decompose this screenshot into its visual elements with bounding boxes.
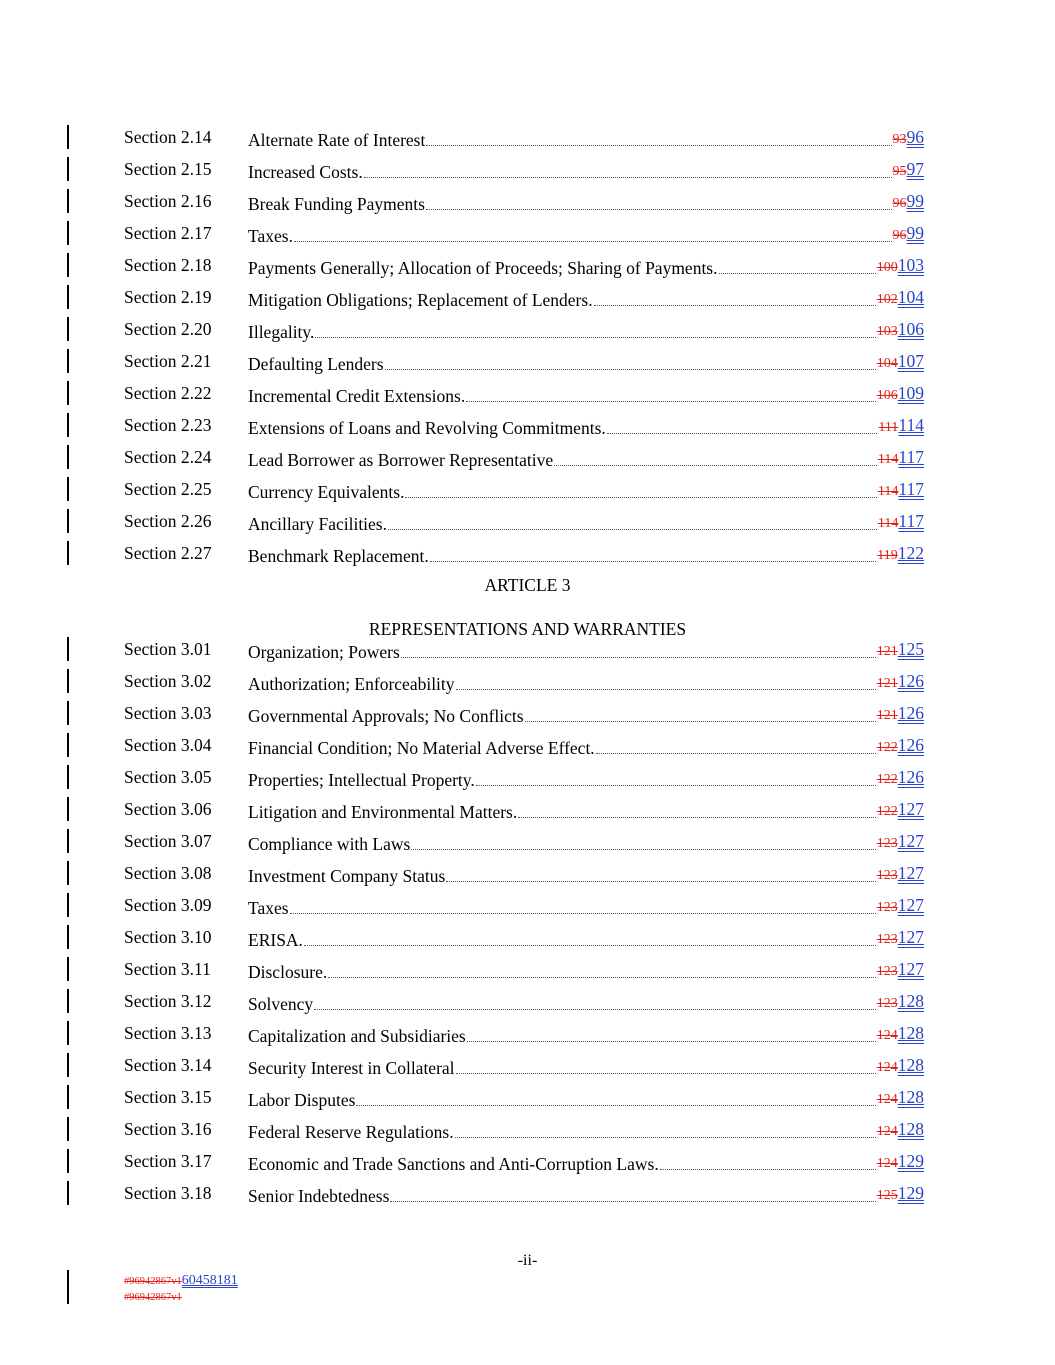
- page-reference: [877, 286, 924, 311]
- deleted-page-number: 119: [877, 548, 898, 563]
- page-reference: [877, 798, 924, 823]
- section-title: Increased Costs.: [248, 162, 363, 182]
- toc-entry: [0, 828, 1055, 860]
- toc-entry-line: [248, 510, 924, 535]
- section-number: Section 3.01: [124, 639, 212, 659]
- dot-leader: [446, 881, 875, 882]
- dot-leader: [315, 337, 875, 338]
- inserted-page-number: 126: [897, 767, 924, 787]
- toc-entry-line: [248, 894, 924, 919]
- section-title: Break Funding Payments: [248, 194, 425, 214]
- toc-entry-line: [248, 446, 924, 471]
- inserted-page-number: 117: [898, 511, 924, 531]
- section-title: Compliance with Laws: [248, 834, 411, 854]
- section-number: Section 2.15: [124, 159, 212, 179]
- toc-entry: [0, 796, 1055, 828]
- page-reference: [877, 670, 924, 695]
- toc-entry: [0, 380, 1055, 412]
- section-title: Ancillary Facilities.: [248, 514, 387, 534]
- section-title: Solvency: [248, 994, 314, 1014]
- section-number: Section 3.08: [124, 863, 212, 883]
- toc-entry: [0, 1116, 1055, 1148]
- toc-entry: [0, 1148, 1055, 1180]
- inserted-page-number: 127: [897, 927, 924, 947]
- toc-entry: [0, 348, 1055, 380]
- page-reference: [877, 382, 924, 407]
- doc-id-line-2: [124, 1289, 182, 1305]
- section-title: Currency Equivalents.: [248, 482, 405, 502]
- page-reference: [877, 926, 924, 951]
- toc-entry: [0, 444, 1055, 476]
- section-number: Section 2.17: [124, 223, 212, 243]
- change-bar: [67, 1149, 69, 1173]
- toc-entry: [0, 540, 1055, 572]
- dot-leader: [356, 1105, 875, 1106]
- inserted-page-number: 125: [897, 639, 924, 659]
- deleted-page-number: 121: [876, 676, 898, 691]
- section-title: Economic and Trade Sanctions and Anti-Corruption Laws.: [248, 1154, 659, 1174]
- section-title: Litigation and Environmental Matters.: [248, 802, 518, 822]
- page-reference: [893, 126, 925, 151]
- toc-entry: [0, 1084, 1055, 1116]
- toc-entry-line: [248, 1086, 924, 1111]
- deleted-page-number: 111: [878, 420, 899, 435]
- change-bar: [67, 861, 69, 885]
- deleted-page-number: 124: [876, 1028, 898, 1043]
- section-number: Section 3.06: [124, 799, 212, 819]
- inserted-page-number: 126: [897, 735, 924, 755]
- section-title: Benchmark Replacement.: [248, 546, 429, 566]
- dot-leader: [401, 657, 876, 658]
- change-bar: [67, 445, 69, 469]
- toc-entry: [0, 700, 1055, 732]
- toc-entry: [0, 188, 1055, 220]
- change-bar: [67, 1085, 69, 1109]
- inserted-page-number: 104: [897, 287, 924, 307]
- section-number: Section 3.12: [124, 991, 212, 1011]
- dot-leader: [719, 273, 876, 274]
- inserted-page-number: 128: [897, 1023, 924, 1043]
- dot-leader: [314, 1009, 876, 1010]
- dot-leader: [456, 1073, 876, 1074]
- section-title: Taxes.: [248, 226, 293, 246]
- page-reference: [877, 894, 924, 919]
- page-reference: [877, 734, 924, 759]
- toc-entry: [0, 476, 1055, 508]
- toc-entry-line: [248, 862, 924, 887]
- section-title: Capitalization and Subsidiaries: [248, 1026, 466, 1046]
- inserted-page-number: 128: [897, 1055, 924, 1075]
- toc-entry: [0, 892, 1055, 924]
- inserted-page-number: 127: [897, 895, 924, 915]
- inserted-page-number: 96: [906, 127, 924, 147]
- deleted-page-number: 103: [876, 324, 898, 339]
- section-number: Section 3.09: [124, 895, 212, 915]
- change-bar: [67, 1053, 69, 1077]
- toc-entry-line: [248, 222, 924, 247]
- deleted-page-number: 102: [876, 292, 898, 307]
- section-title: Financial Condition; No Material Adverse Effect.: [248, 738, 595, 758]
- toc-entry-line: [248, 1022, 924, 1047]
- deleted-page-number: 123: [876, 996, 898, 1011]
- section-number: Section 3.15: [124, 1087, 212, 1107]
- toc-entry: [0, 636, 1055, 668]
- deleted-page-number: 114: [877, 484, 899, 499]
- deleted-page-number: 121: [876, 644, 898, 659]
- change-bar: [67, 285, 69, 309]
- section-title: Extensions of Loans and Revolving Commitments.: [248, 418, 606, 438]
- toc-entry-line: [248, 798, 924, 823]
- section-title: Security Interest in Collateral: [248, 1058, 455, 1078]
- dot-leader: [467, 1041, 876, 1042]
- dot-leader: [430, 561, 877, 562]
- page-reference: [878, 510, 924, 535]
- section-title: Properties; Intellectual Property.: [248, 770, 475, 790]
- toc-entry: [0, 124, 1055, 156]
- toc-entry: [0, 956, 1055, 988]
- page-reference: [877, 542, 924, 567]
- section-number: Section 3.07: [124, 831, 212, 851]
- inserted-page-number: 127: [897, 863, 924, 883]
- toc-entry: [0, 860, 1055, 892]
- dot-leader: [455, 1137, 876, 1138]
- section-title: Authorization; Enforceability: [248, 674, 455, 694]
- section-title: Governmental Approvals; No Conflicts: [248, 706, 524, 726]
- toc-entry-line: [248, 702, 924, 727]
- doc-id-deleted-2: #96942867v1: [124, 1292, 182, 1303]
- section-number: Section 2.25: [124, 479, 212, 499]
- section-title: Federal Reserve Regulations.: [248, 1122, 454, 1142]
- inserted-page-number: 99: [906, 223, 924, 243]
- section-title: Disclosure.: [248, 962, 328, 982]
- deleted-page-number: 96: [892, 228, 907, 243]
- deleted-page-number: 124: [876, 1124, 898, 1139]
- change-bar: [67, 733, 69, 757]
- section-number: Section 3.10: [124, 927, 212, 947]
- section-number: Section 3.11: [124, 959, 211, 979]
- change-bar: [67, 413, 69, 437]
- change-bar: [67, 189, 69, 213]
- dot-leader: [290, 913, 876, 914]
- section-number: Section 2.22: [124, 383, 212, 403]
- deleted-page-number: 122: [876, 740, 898, 755]
- toc-entry-line: [248, 1150, 924, 1175]
- inserted-page-number: 128: [897, 1119, 924, 1139]
- inserted-page-number: 127: [897, 959, 924, 979]
- section-number: Section 2.16: [124, 191, 212, 211]
- section-title: Taxes: [248, 898, 289, 918]
- change-bar: [67, 989, 69, 1013]
- toc-entry: [0, 732, 1055, 764]
- dot-leader: [390, 1201, 875, 1202]
- change-bar: [67, 957, 69, 981]
- section-number: Section 2.21: [124, 351, 212, 371]
- section-title: Mitigation Obligations; Replacement of Lenders.: [248, 290, 593, 310]
- toc-entry-line: [248, 478, 924, 503]
- section-title: ERISA.: [248, 930, 303, 950]
- deleted-page-number: 123: [876, 964, 898, 979]
- deleted-page-number: 123: [876, 932, 898, 947]
- toc-entry: [0, 668, 1055, 700]
- page-reference: [877, 862, 924, 887]
- section-number: Section 2.19: [124, 287, 212, 307]
- inserted-page-number: 128: [897, 1087, 924, 1107]
- article-label: ARTICLE 3: [484, 575, 571, 595]
- deleted-page-number: 95: [892, 164, 907, 179]
- page-reference: [877, 318, 924, 343]
- change-bar: [67, 1270, 69, 1304]
- inserted-page-number: 128: [897, 991, 924, 1011]
- change-bar: [67, 669, 69, 693]
- toc-entry-line: [248, 414, 924, 439]
- toc-entry-line: [248, 158, 924, 183]
- dot-leader: [426, 209, 892, 210]
- section-number: Section 3.16: [124, 1119, 212, 1139]
- toc-entry-line: [248, 990, 924, 1015]
- section-title: Labor Disputes: [248, 1090, 356, 1110]
- dot-leader: [525, 721, 876, 722]
- toc-entry-line: [248, 318, 924, 343]
- change-bar: [67, 829, 69, 853]
- deleted-page-number: 123: [876, 836, 898, 851]
- section-title: Investment Company Status: [248, 866, 446, 886]
- section-title: Payments Generally; Allocation of Proceeds; Sharing of Payments.: [248, 258, 718, 278]
- page-reference: [893, 158, 925, 183]
- section-number: Section 3.18: [124, 1183, 212, 1203]
- section-title: Senior Indebtedness: [248, 1186, 390, 1206]
- page-reference: [877, 254, 924, 279]
- toc-entry-line: [248, 254, 924, 279]
- toc-entry-line: [248, 766, 924, 791]
- inserted-page-number: 107: [897, 351, 924, 371]
- dot-leader: [518, 817, 876, 818]
- toc-entry: [0, 1020, 1055, 1052]
- inserted-page-number: 129: [897, 1151, 924, 1171]
- page-reference: [877, 350, 924, 375]
- toc-entry-line: [248, 926, 924, 951]
- deleted-page-number: 96: [892, 196, 907, 211]
- deleted-page-number: 123: [876, 868, 898, 883]
- section-title: Lead Borrower as Borrower Representative: [248, 450, 554, 470]
- section-number: Section 3.02: [124, 671, 212, 691]
- page-reference: [877, 1150, 924, 1175]
- change-bar: [67, 157, 69, 181]
- page-reference: [877, 958, 924, 983]
- change-bar: [67, 253, 69, 277]
- inserted-page-number: 103: [897, 255, 924, 275]
- page-reference: [877, 1022, 924, 1047]
- inserted-page-number: 127: [897, 799, 924, 819]
- toc-entry: [0, 220, 1055, 252]
- section-number: Section 3.04: [124, 735, 212, 755]
- deleted-page-number: 123: [876, 900, 898, 915]
- deleted-page-number: 93: [892, 132, 907, 147]
- page-reference: [877, 1118, 924, 1143]
- toc-entry: [0, 412, 1055, 444]
- page-reference: [878, 446, 924, 471]
- deleted-page-number: 100: [876, 260, 898, 275]
- dot-leader: [476, 785, 876, 786]
- inserted-page-number: 126: [897, 671, 924, 691]
- toc-entry-line: [248, 126, 924, 151]
- dot-leader: [607, 433, 878, 434]
- section-title: Organization; Powers: [248, 642, 400, 662]
- page-reference: [877, 702, 924, 727]
- doc-id-line: [124, 1272, 238, 1290]
- page-reference: [877, 1086, 924, 1111]
- change-bar: [67, 1181, 69, 1205]
- inserted-page-number: 117: [898, 447, 924, 467]
- toc-entry: [0, 316, 1055, 348]
- change-bar: [67, 797, 69, 821]
- change-bar: [67, 381, 69, 405]
- page-reference: [877, 638, 924, 663]
- change-bar: [67, 893, 69, 917]
- page-reference: [877, 830, 924, 855]
- deleted-page-number: 122: [876, 772, 898, 787]
- toc-entry: [0, 156, 1055, 188]
- toc-entry: [0, 924, 1055, 956]
- section-number: Section 2.14: [124, 127, 212, 147]
- page-reference: [878, 478, 924, 503]
- doc-id-inserted: 60458181: [181, 1273, 238, 1288]
- toc-entry: [0, 284, 1055, 316]
- change-bar: [67, 317, 69, 341]
- section-number: Section 2.26: [124, 511, 212, 531]
- section-number: Section 2.23: [124, 415, 212, 435]
- section-number: Section 3.14: [124, 1055, 212, 1075]
- doc-id-deleted: #96942867v1: [124, 1276, 182, 1287]
- toc-entry-line: [248, 670, 924, 695]
- page-reference: [877, 766, 924, 791]
- dot-leader: [364, 177, 892, 178]
- toc-entry-line: [248, 638, 924, 663]
- dot-leader: [294, 241, 892, 242]
- change-bar: [67, 349, 69, 373]
- section-title: Illegality.: [248, 322, 315, 342]
- deleted-page-number: 114: [877, 516, 899, 531]
- section-title: Alternate Rate of Interest: [248, 130, 426, 150]
- page-reference: [877, 990, 924, 1015]
- change-bar: [67, 925, 69, 949]
- toc-entry-line: [248, 958, 924, 983]
- toc-entry-line: [248, 190, 924, 215]
- dot-leader: [466, 401, 876, 402]
- toc-entry-line: [248, 542, 924, 567]
- inserted-page-number: 109: [897, 383, 924, 403]
- dot-leader: [596, 753, 876, 754]
- article-title: REPRESENTATIONS AND WARRANTIES: [368, 619, 687, 639]
- deleted-page-number: 104: [876, 356, 898, 371]
- dot-leader: [411, 849, 875, 850]
- change-bar: [67, 637, 69, 661]
- section-title: Defaulting Lenders: [248, 354, 384, 374]
- inserted-page-number: 122: [897, 543, 924, 563]
- dot-leader: [328, 977, 876, 978]
- inserted-page-number: 127: [897, 831, 924, 851]
- page-reference: [893, 222, 925, 247]
- section-number: Section 2.24: [124, 447, 212, 467]
- page-reference: [877, 1182, 924, 1207]
- inserted-page-number: 97: [906, 159, 924, 179]
- dot-leader: [385, 369, 876, 370]
- dot-leader: [554, 465, 877, 466]
- inserted-page-number: 99: [906, 191, 924, 211]
- toc-entry: [0, 1180, 1055, 1212]
- section-number: Section 3.17: [124, 1151, 212, 1171]
- page-reference: [893, 190, 925, 215]
- toc-entry: [0, 252, 1055, 284]
- page-reference: [877, 1054, 924, 1079]
- change-bar: [67, 765, 69, 789]
- section-number: Section 3.05: [124, 767, 212, 787]
- toc-entry-line: [248, 350, 924, 375]
- change-bar: [67, 1117, 69, 1141]
- toc-entry: [0, 508, 1055, 540]
- deleted-page-number: 122: [876, 804, 898, 819]
- section-number: Section 3.03: [124, 703, 212, 723]
- dot-leader: [304, 945, 876, 946]
- deleted-page-number: 114: [877, 452, 899, 467]
- inserted-page-number: 114: [898, 415, 924, 435]
- deleted-page-number: 124: [876, 1060, 898, 1075]
- toc-entry: [0, 988, 1055, 1020]
- section-number: Section 2.27: [124, 543, 212, 563]
- toc-entry-line: [248, 1182, 924, 1207]
- change-bar: [67, 221, 69, 245]
- section-number: Section 3.13: [124, 1023, 212, 1043]
- deleted-page-number: 121: [876, 708, 898, 723]
- section-number: Section 2.20: [124, 319, 212, 339]
- page-number: -ii-: [517, 1252, 538, 1269]
- change-bar: [67, 701, 69, 725]
- change-bar: [67, 1021, 69, 1045]
- toc-entry-line: [248, 286, 924, 311]
- toc-entry: [0, 1052, 1055, 1084]
- dot-leader: [405, 497, 876, 498]
- deleted-page-number: 124: [876, 1092, 898, 1107]
- section-number: Section 2.18: [124, 255, 212, 275]
- deleted-page-number: 124: [876, 1156, 898, 1171]
- change-bar: [67, 125, 69, 149]
- change-bar: [67, 541, 69, 565]
- inserted-page-number: 129: [897, 1183, 924, 1203]
- inserted-page-number: 126: [897, 703, 924, 723]
- toc-entry-line: [248, 1054, 924, 1079]
- toc-entry-line: [248, 830, 924, 855]
- toc-entry-line: [248, 734, 924, 759]
- change-bar: [67, 477, 69, 501]
- dot-leader: [594, 305, 876, 306]
- toc-entry: [0, 764, 1055, 796]
- dot-leader: [456, 689, 876, 690]
- toc-entry-line: [248, 1118, 924, 1143]
- page-reference: [878, 414, 924, 439]
- dot-leader: [388, 529, 877, 530]
- dot-leader: [660, 1169, 876, 1170]
- section-title: Incremental Credit Extensions.: [248, 386, 466, 406]
- inserted-page-number: 106: [897, 319, 924, 339]
- deleted-page-number: 125: [876, 1188, 898, 1203]
- dot-leader: [426, 145, 891, 146]
- toc-entry-line: [248, 382, 924, 407]
- inserted-page-number: 117: [898, 479, 924, 499]
- deleted-page-number: 106: [876, 388, 898, 403]
- change-bar: [67, 509, 69, 533]
